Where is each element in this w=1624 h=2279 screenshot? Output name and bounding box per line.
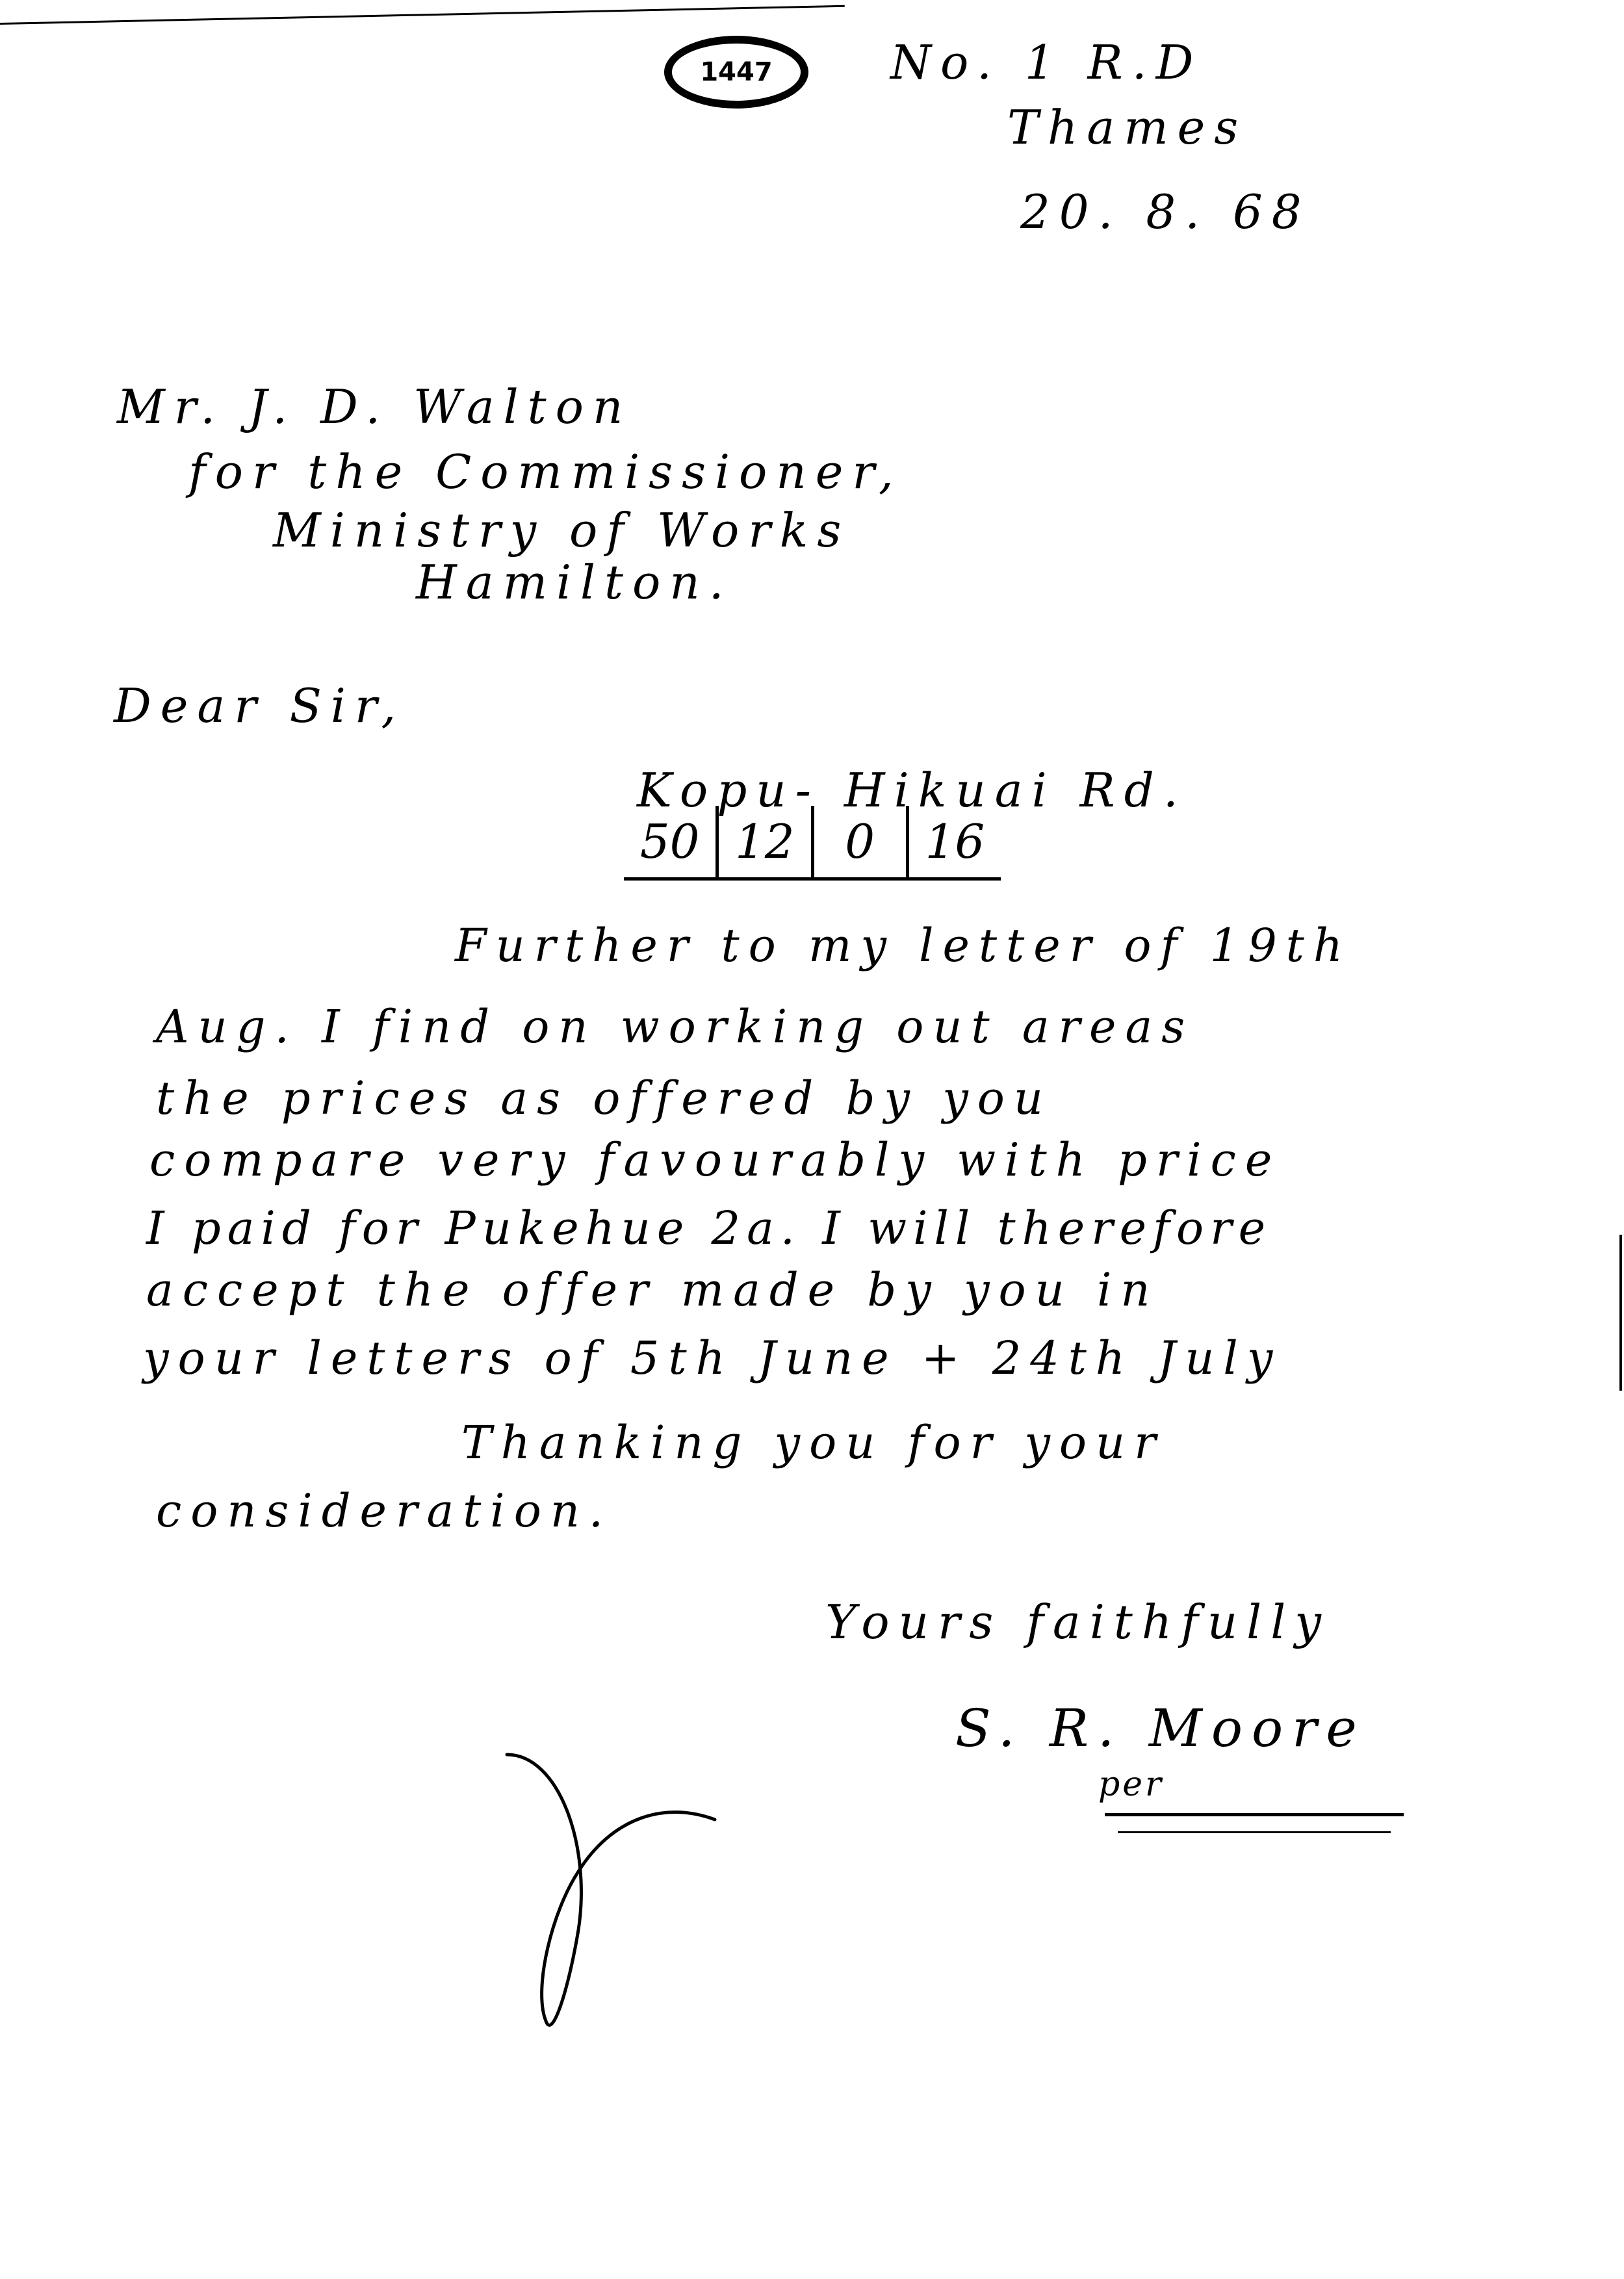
margin-pen-mark [481, 1716, 728, 2054]
scan-edge-line [1619, 1235, 1622, 1391]
signature-per: per [1098, 1765, 1164, 1804]
recipient-role: for the Commissioner, [188, 444, 903, 499]
body-line: I paid for Pukehue 2a. I will therefore [146, 1202, 1272, 1255]
salutation: Dear Sir, [114, 678, 406, 733]
body-line: your letters of 5th June + 24th July [143, 1332, 1282, 1385]
body-line: Further to my letter of 19th [455, 919, 1352, 972]
received-stamp [664, 36, 808, 109]
body-line: the prices as offered by you [156, 1072, 1052, 1125]
recipient-organisation: Ministry of Works [273, 503, 851, 558]
letter-date: 20. 8. 68 [1020, 185, 1311, 239]
body-line: consideration. [156, 1484, 613, 1538]
signature: S. R. Moore [955, 1698, 1366, 1758]
signature-underline [1105, 1813, 1404, 1816]
body-line: Aug. I find on working out areas [156, 1000, 1194, 1053]
recipient-city: Hamilton. [416, 555, 733, 610]
body-line: accept the offer made by you in [146, 1263, 1159, 1317]
body-line: Thanking you for your [461, 1416, 1165, 1469]
sender-address-line1: No. 1 R.D [890, 35, 1203, 90]
file-ref-part: 50 [639, 814, 700, 869]
signature-underline [1118, 1831, 1391, 1833]
complimentary-close: Yours faithfully [825, 1595, 1330, 1649]
stamp-number: 1447 [700, 57, 773, 87]
sender-address-line2: Thames [1007, 100, 1248, 155]
file-ref-part: 12 [715, 806, 810, 877]
file-reference [624, 806, 1001, 881]
body-line: compare very favourably with price [149, 1133, 1282, 1187]
recipient-name: Mr. J. D. Walton [117, 380, 632, 434]
file-ref-part: 0 [811, 806, 906, 877]
subject-title: Kopu- Hikuai Rd. [637, 763, 1187, 818]
file-ref-part: 16 [906, 806, 1001, 877]
scan-edge-line [0, 5, 845, 25]
